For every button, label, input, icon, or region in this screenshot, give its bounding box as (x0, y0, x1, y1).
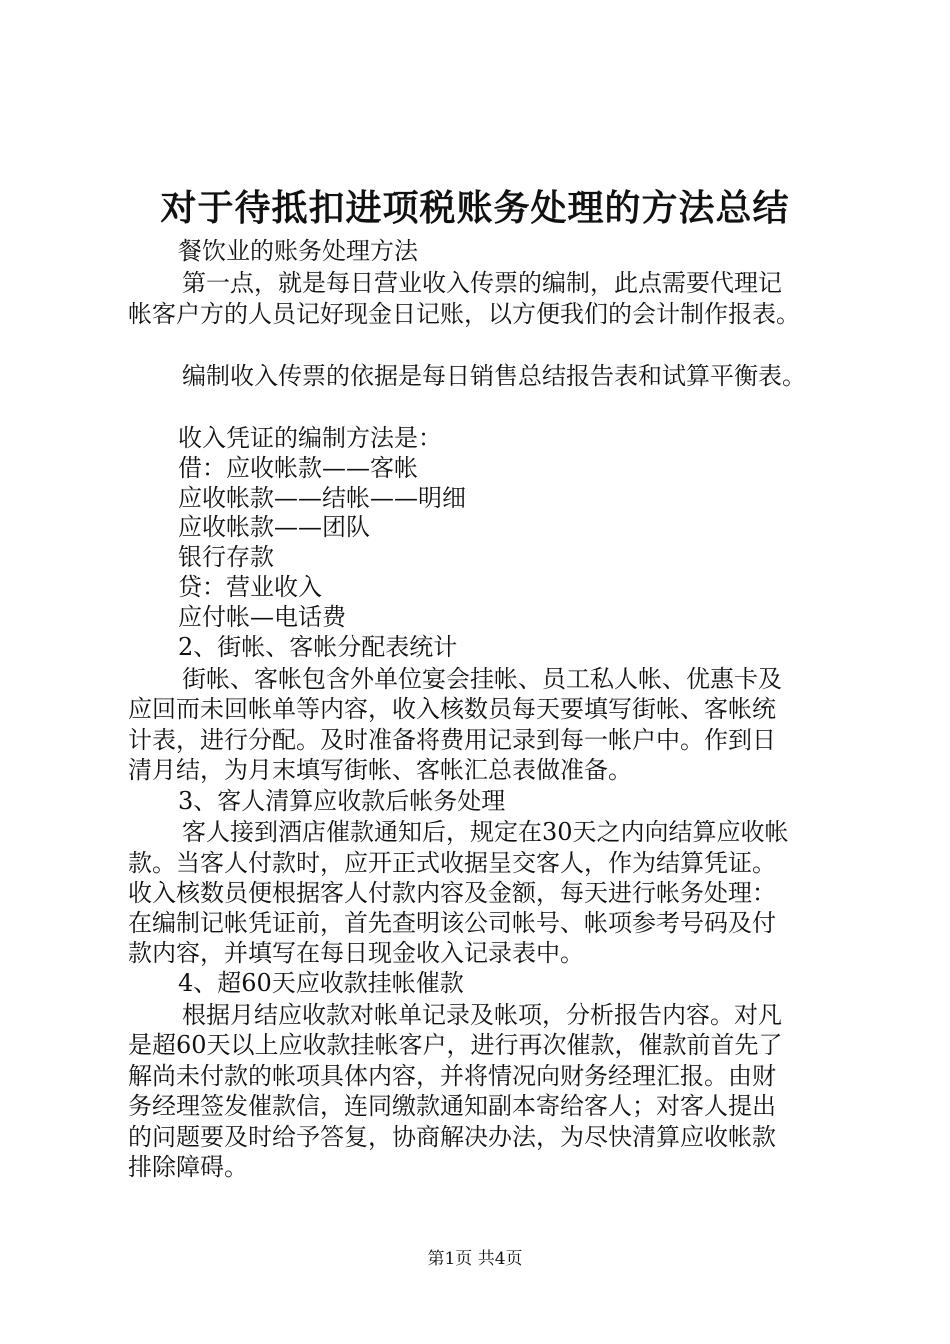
paragraph-line: 根据月结应收款对帐单记录及帐项，分析报告内容。对凡 (182, 1001, 782, 1029)
paragraph-line: 是超60天以上应收款挂帐客户，进行再次催款，催款前首先了 (128, 1031, 783, 1059)
paragraph-line: 帐客户方的人员记好现金日记账，以方便我们的会计制作报表。 (128, 300, 800, 328)
paragraph-line: 在编制记帐凭证前，首先查明该公司帐号、帐项参考号码及付 (128, 909, 776, 937)
paragraph-line: 街帐、客帐包含外单位宴会挂帐、员工私人帐、优惠卡及 (182, 665, 782, 693)
paragraph-line: 务经理签发催款信，连同缴款通知副本寄给客人；对客人提出 (128, 1092, 776, 1120)
paragraph-line: 的问题要及时给予答复，协商解决办法，为尽快清算应收帐款 (128, 1123, 776, 1151)
paragraph-line: 应回而未回帐单等内容，收入核数员每天要填写街帐、客帐统 (128, 695, 776, 723)
section-heading: 餐饮业的账务处理方法 (178, 237, 418, 265)
paragraph-line: 清月结，为月末填写街帐、客帐汇总表做准备。 (128, 756, 632, 784)
paragraph-line: 计表，进行分配。及时准备将费用记录到每一帐户中。作到日 (128, 726, 776, 754)
entry-line: 借：应收帐款——客帐 (178, 454, 418, 482)
paragraph-line: 第一点，就是每日营业收入传票的编制，此点需要代理记 (182, 269, 782, 297)
section-heading: 4、超60天应收款挂帐催款 (178, 969, 464, 997)
page-number-footer: 第1页 共4页 (427, 1249, 523, 1269)
section-heading: 3、客人清算应收款后帐务处理 (178, 787, 506, 815)
paragraph-line: 款内容，并填写在每日现金收入记录表中。 (128, 939, 584, 967)
entry-line: 贷：营业收入 (178, 573, 322, 601)
section-heading: 2、街帐、客帐分配表统计 (178, 633, 458, 661)
paragraph-line: 解尚未付款的帐项具体内容，并将情况向财务经理汇报。由财 (128, 1062, 776, 1090)
entry-line: 应付帐—电话费 (178, 603, 346, 631)
entry-line: 银行存款 (178, 543, 274, 571)
paragraph-line: 客人接到酒店催款通知后，规定在30天之内向结算应收帐 (182, 818, 789, 846)
paragraph-line: 编制收入传票的依据是每日销售总结报告表和试算平衡表。 (182, 362, 806, 390)
paragraph-line: 收入核数员便根据客人付款内容及金额，每天进行帐务处理： (128, 879, 776, 907)
entry-line: 应收帐款——团队 (178, 513, 370, 541)
paragraph-line: 款。当客人付款时，应开正式收据呈交客人，作为结算凭证。 (128, 849, 776, 877)
entry-line: 应收帐款——结帐——明细 (178, 484, 466, 512)
document-title: 对于待抵扣进项税账务处理的方法总结 (160, 187, 790, 229)
paragraph-line: 收入凭证的编制方法是： (178, 424, 442, 452)
paragraph-line: 排除障碍。 (128, 1153, 248, 1181)
